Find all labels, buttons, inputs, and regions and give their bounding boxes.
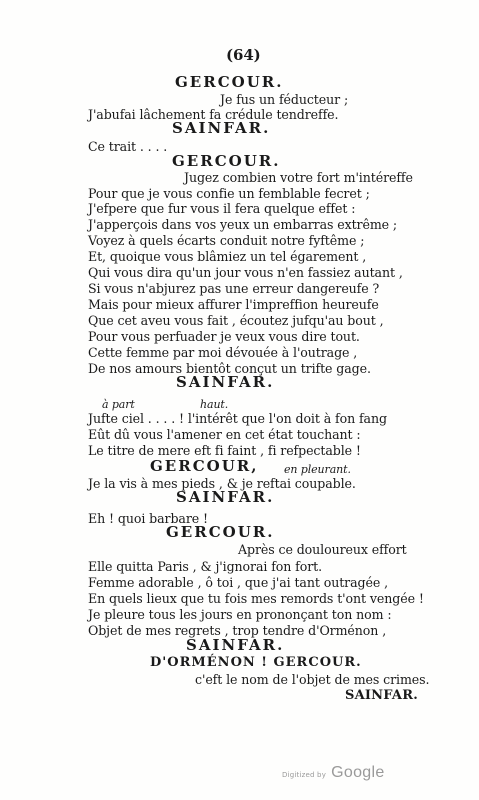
verse-line: c'eft le nom de l'objet de mes crimes. <box>195 672 430 687</box>
verse-line: Ce trait . . . . <box>88 139 168 154</box>
verse-line: Qui vous dira qu'un jour vous n'en fassiez autant , <box>88 265 403 280</box>
speaker-gercour: GERCOUR, <box>150 457 259 475</box>
speaker-gercour: GERCOUR. <box>166 523 275 541</box>
verse-line: Femme adorable , ô toi , que j'ai tant outragée , <box>88 575 388 590</box>
speaker-gercour: GERCOUR. <box>172 152 281 170</box>
speaker-sainfar: SAINFAR. <box>186 636 285 654</box>
stage-direction: haut. <box>200 398 229 411</box>
page-number: (64) <box>226 46 261 64</box>
verse-line: Elle quitta Paris , & j'ignorai fon fort. <box>88 559 322 574</box>
speaker-sainfar: SAINFAR. <box>176 488 275 506</box>
verse-line: J'apperçois dans vos yeux un embarras extrême ; <box>88 217 398 232</box>
verse-line: Mais pour mieux affurer l'impreffion heureufe <box>88 297 379 312</box>
verse-line: Je la vis à mes pieds , & je reftai coupable. <box>88 476 356 491</box>
watermark-prefix: Digitized by <box>282 771 327 779</box>
verse-line: Après ce douloureux effort <box>238 542 407 557</box>
verse-line: J'abufai lâchement fa crédule tendreffe. <box>88 107 339 122</box>
speaker-gercour: GERCOUR. <box>175 73 284 91</box>
verse-line: J'efpere que fur vous il fera quelque effet : <box>88 201 356 216</box>
verse-line: Je fus un féducteur ; <box>220 92 349 107</box>
verse-line: Que cet aveu vous fait , écoutez jufqu'au bout , <box>88 313 384 328</box>
verse-line: Objet de mes regrets , trop tendre d'Orménon , <box>88 623 387 638</box>
verse-line: Cette femme par moi dévouée à l'outrage , <box>88 345 358 360</box>
verse-line: Eh ! quoi barbare ! <box>88 511 208 526</box>
speaker-ormenon-gercour: D'ORMÉNON ! GERCOUR. <box>150 655 362 670</box>
speaker-sainfar: SAINFAR. <box>176 373 275 391</box>
verse-line: Le titre de mere eft fi faint , fi refpectable ! <box>88 443 361 458</box>
google-logo: Google <box>331 764 385 781</box>
verse-line: Et, quoique vous blâmiez un tel égarement , <box>88 249 367 264</box>
verse-line: En quels lieux que tu fois mes remords t'ont vengée ! <box>88 591 424 606</box>
speaker-sainfar: SAINFAR. <box>172 119 271 137</box>
verse-line: Si vous n'abjurez pas une erreur dangereufe ? <box>88 281 380 296</box>
verse-line: Voyez à quels écarts conduit notre fyftême ; <box>88 233 365 248</box>
verse-line: Pour vous perfuader je veux vous dire tout. <box>88 329 360 344</box>
speaker-sainfar: SAINFAR. <box>345 688 418 703</box>
verse-line: Jufte ciel . . . . ! l'intérêt que l'on doit à fon fang <box>88 411 387 426</box>
stage-direction: en pleurant. <box>284 463 351 476</box>
verse-line: De nos amours bientôt conçut un trifte gage. <box>88 361 371 376</box>
stage-direction: à part <box>102 398 135 411</box>
verse-line: Je pleure tous les jours en prononçant ton nom : <box>88 607 392 622</box>
verse-line: Pour que je vous confie un femblable fecret ; <box>88 186 370 201</box>
verse-line: Eût dû vous l'amener en cet état touchant : <box>88 427 361 442</box>
verse-line: Jugez combien votre fort m'intéreffe <box>184 170 413 185</box>
digitized-by-google-watermark <box>282 762 385 782</box>
